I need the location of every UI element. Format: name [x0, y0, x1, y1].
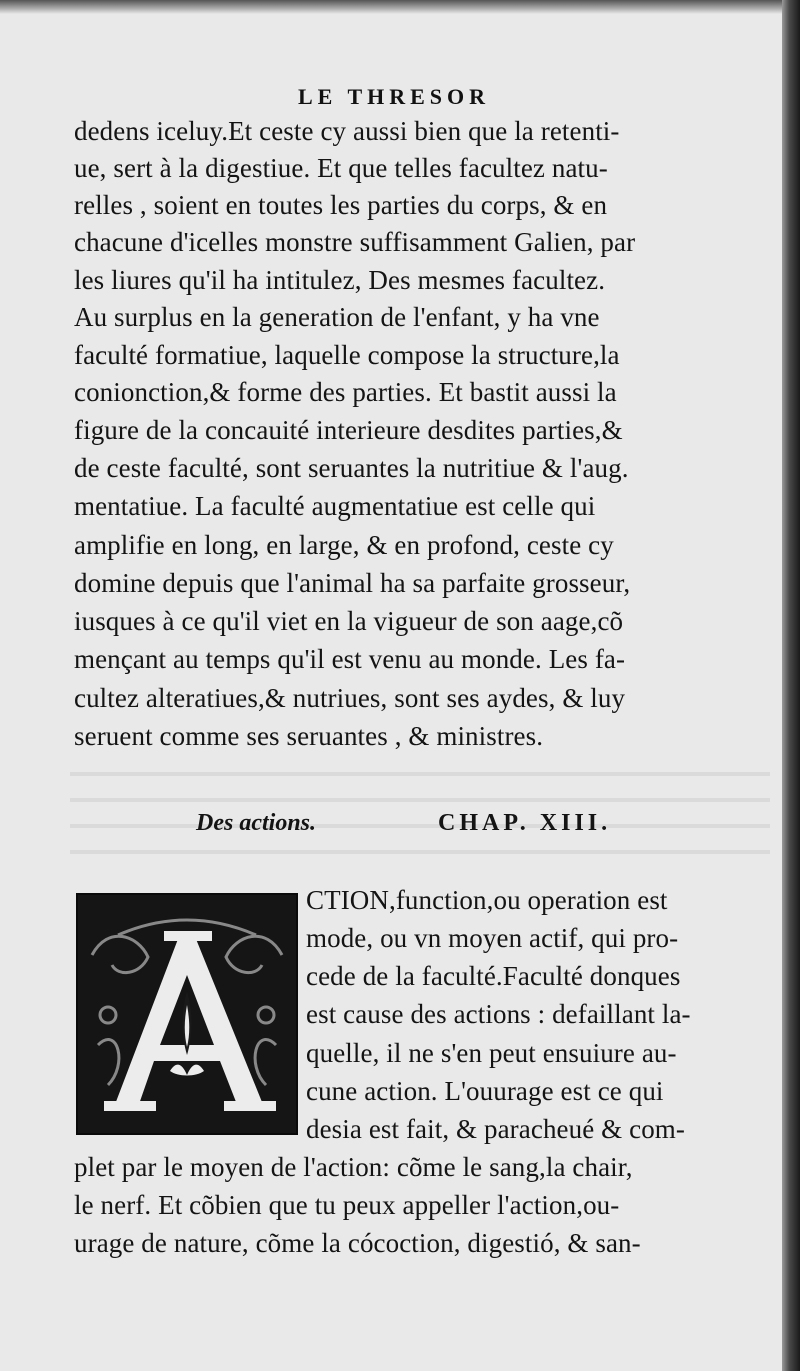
decorated-initial-graphic	[78, 895, 296, 1133]
decorated-initial-a	[78, 895, 296, 1133]
text-line: seruent comme ses seruantes , & ministres.	[74, 721, 544, 751]
text-line: CTION,function,ou operation est	[306, 885, 668, 915]
show-through-bleed	[70, 750, 770, 870]
text-line: figure de la concauité interieure desdites parties,&	[74, 415, 623, 445]
text-line: conionction,& forme des parties. Et bastit aussi la	[74, 377, 617, 407]
text-line: cultez alteratiues,& nutriues, sont ses aydes, & luy	[74, 683, 626, 713]
text-line: quelle, il ne s'en peut ensuiure au-	[306, 1038, 677, 1068]
text-line: mentatiue. La faculté augmentatiue est celle qui	[74, 491, 596, 521]
text-line: domine depuis que l'animal ha sa parfaite grosseur,	[74, 568, 631, 598]
text-line: faculté formatiue, laquelle compose la structure,la	[74, 340, 620, 370]
text-line: desia est fait, & paracheué & com-	[306, 1114, 685, 1144]
text-line: cede de la faculté.Faculté donques	[306, 961, 681, 991]
chapter-title: Des actions.	[196, 810, 316, 836]
text-line: Au surplus en la generation de l'enfant, y ha vne	[74, 302, 600, 332]
text-line: plet par le moyen de l'action: cõme le sang,la chair,	[74, 1152, 633, 1182]
text-line: cune action. L'ouurage est ce qui	[306, 1076, 664, 1106]
text-line: est cause des actions : defaillant la-	[306, 999, 691, 1029]
text-line: chacune d'icelles monstre suffisamment Galien, par	[74, 227, 636, 257]
text-line: urage de nature, cõme la cócoction, digestió, & san-	[74, 1228, 641, 1258]
text-line: iusques à ce qu'il viet en la vigueur de son aage,cõ	[74, 606, 624, 636]
text-line: dedens iceluy.Et ceste cy aussi bien que la retenti-	[74, 116, 620, 146]
running-head: LE THRESOR	[298, 84, 491, 109]
text-line: amplifie en long, en large, & en profond, ceste cy	[74, 530, 614, 560]
text-line: mençant au temps qu'il est venu au monde. Les fa-	[74, 644, 626, 674]
text-line: ue, sert à la digestiue. Et que telles facultez natu-	[74, 153, 608, 183]
chapter-number: CHAP. XIII.	[438, 810, 612, 836]
text-line: relles , soient en toutes les parties du corps, & en	[74, 190, 608, 220]
page-edge-shadow	[782, 0, 800, 1371]
text-line: le nerf. Et cõbien que tu peux appeller l'action,ou-	[74, 1190, 620, 1220]
text-line: mode, ou vn moyen actif, qui pro-	[306, 923, 679, 953]
text-line: de ceste faculté, sont seruantes la nutritiue & l'aug.	[74, 453, 629, 483]
page-top-shadow	[0, 0, 782, 14]
text-line: les liures qu'il ha intitulez, Des mesmes facultez.	[74, 265, 606, 295]
